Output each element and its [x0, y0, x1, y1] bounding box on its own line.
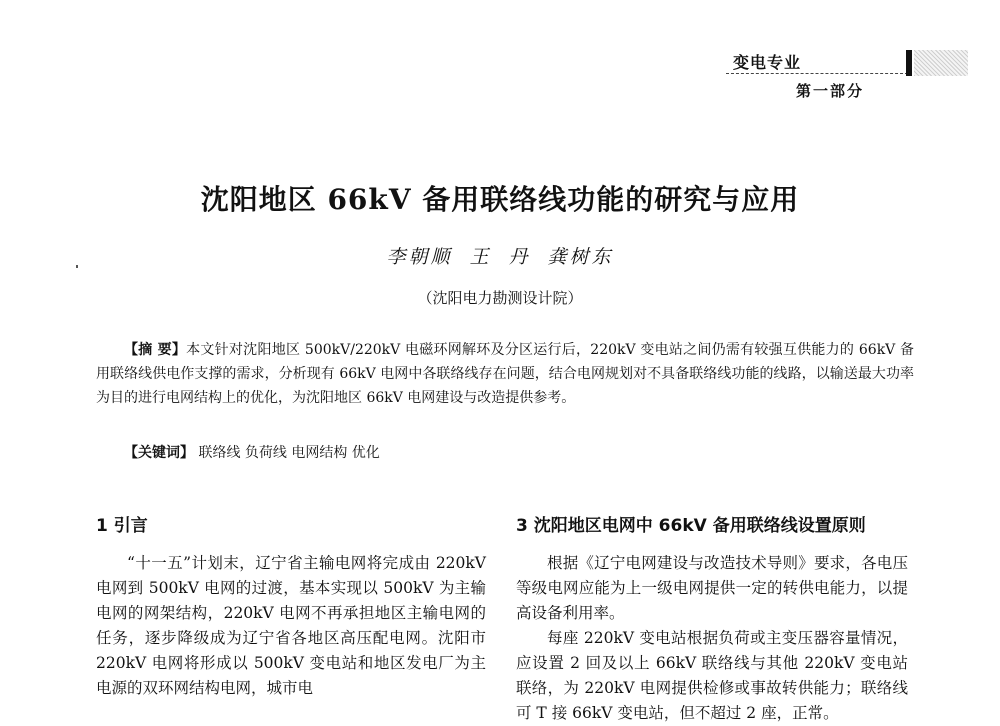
abstract-label: 【摘 要】: [124, 342, 187, 358]
keywords-text: 联络线 负荷线 电网结构 优化: [198, 445, 380, 461]
abstract: [96, 338, 914, 410]
abstract-text: 本文针对沈阳地区 500kV/220kV 电磁环网解环及分区运行后，220kV 变电站之间仍需有较强互供能力的 66kV 备用联络线供电作支撑的需求，分析现有 66kV 电网中各联络线存在问题，结合电网规划对不具备联络线功能的线路，以输送最大功率为目的进行电网结构上的优化，为沈阳地区 66kV 电网建设与改造提供参考。: [96, 342, 914, 406]
paper-affiliation: （沈阳电力勘测设计院）: [417, 289, 583, 307]
keywords: [124, 442, 380, 462]
journal-part-label: 第一部分: [796, 82, 865, 100]
section-3-paragraph-2: 每座 220kV 变电站根据负荷或主变压器容量情况，应设置 2 回及以上 66kV 联络线与其他 220kV 变电站联络，为 220kV 电网提供检修或事故转供能力；联络线可 T 接 66kV 变电站，但不超过 2 座，正常。: [516, 629, 908, 722]
section-1-body: [96, 551, 486, 701]
section-3-heading: 3 沈阳地区电网中 66kV 备用联络线设置原则: [516, 516, 866, 536]
header-texture-mark: [914, 50, 968, 76]
section-1-paragraph-1: “十一五”计划末，辽宁省主输电网将完成由 220kV 电网到 500kV 电网的过渡，基本实现以 500kV 为主输电网的网架结构，220kV 电网不再承担地区主输电网的任务，逐步降级成为辽宁省各地区高压配电网。沈阳市 220kV 电网将形成以 500kV 变电站和地区发电厂为主电源的双环网结构电网，城市电: [96, 554, 486, 697]
journal-section-label: 变电专业: [733, 53, 802, 72]
header-bar-mark: [906, 50, 912, 76]
section-3-body: [516, 551, 908, 726]
paper-authors: 李朝顺 王 丹 龚树东: [386, 246, 614, 268]
section-3-paragraph-1: 根据《辽宁电网建设与改造技术导则》要求，各电压等级电网应能为上一级电网提供一定的转供电能力，以提高设备利用率。: [516, 554, 908, 622]
paper-title: 沈阳地区 66kV 备用联络线功能的研究与应用: [200, 183, 800, 216]
header-divider: [726, 73, 908, 74]
section-1-heading: 1 引言: [96, 516, 148, 536]
keywords-label: 【关键词】: [124, 445, 194, 461]
